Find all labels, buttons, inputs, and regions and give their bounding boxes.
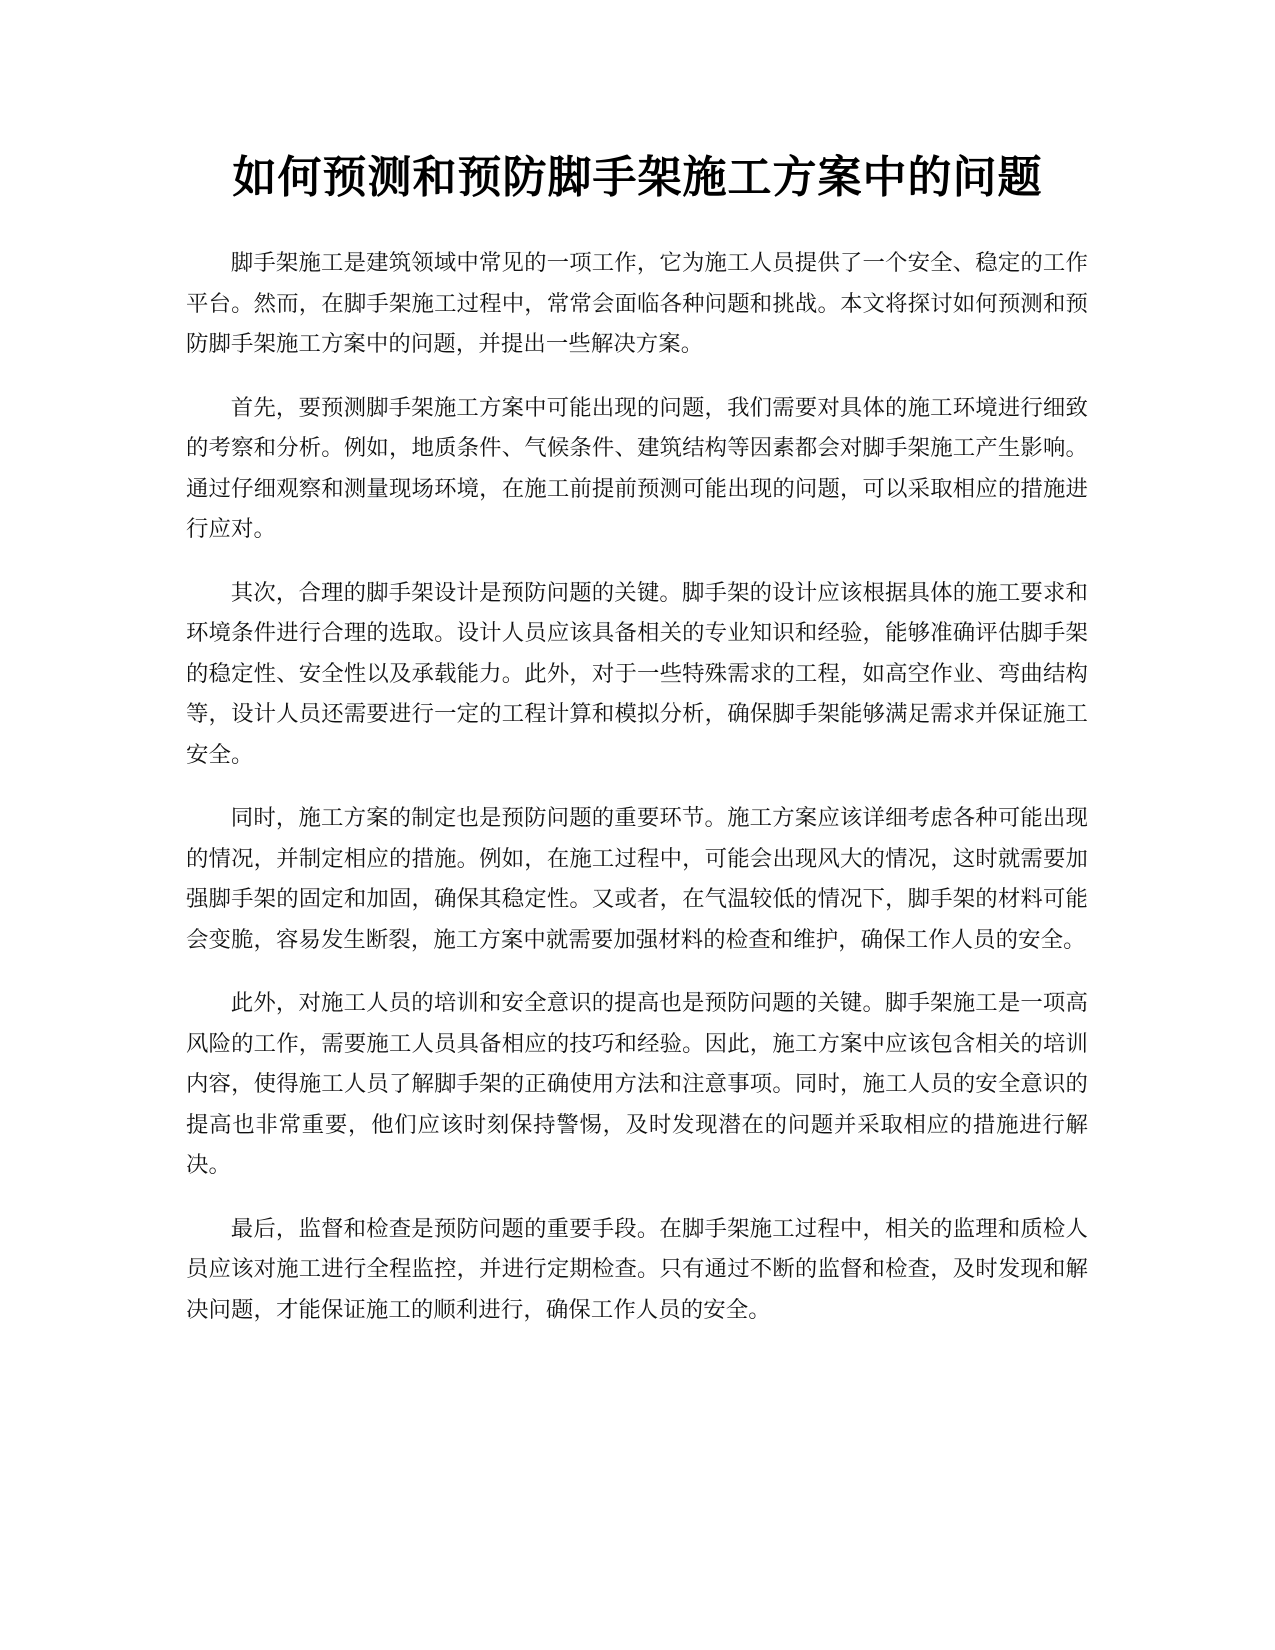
paragraph-training: 此外，对施工人员的培训和安全意识的提高也是预防问题的关键。脚手架施工是一项高风险的工作，需要施工人员具备相应的技巧和经验。因此，施工方案中应该包含相关的培训内容，使得施工人员了解脚手架的正确使用方法和注意事项。同时，施工人员的安全意识的提高也非常重要，他们应该时刻保持警惕，及时发现潜在的问题并采取相应的措施进行解决。 — [186, 990, 1088, 1178]
paragraph-prediction: 首先，要预测脚手架施工方案中可能出现的问题，我们需要对具体的施工环境进行细致的考察和分析。例如，地质条件、气候条件、建筑结构等因素都会对脚手架施工产生影响。通过仔细观察和测量现场环境，在施工前提前预测可能出现的问题，可以采取相应的措施进行应对。 — [186, 394, 1088, 542]
paragraph-design: 其次，合理的脚手架设计是预防问题的关键。脚手架的设计应该根据具体的施工要求和环境条件进行合理的选取。设计人员应该具备相关的专业知识和经验，能够准确评估脚手架的稳定性、安全性以及承载能力。此外，对于一些特殊需求的工程，如高空作业、弯曲结构等，设计人员还需要进行一定的工程计算和模拟分析，确保脚手架能够满足需求并保证施工安全。 — [186, 579, 1088, 768]
document-title: 如何预测和预防脚手架施工方案中的问题 — [232, 152, 1043, 203]
paragraph-intro: 脚手架施工是建筑领域中常见的一项工作，它为施工人员提供了一个安全、稳定的工作平台。然而，在脚手架施工过程中，常常会面临各种问题和挑战。本文将探讨如何预测和预防脚手架施工方案中的问题，并提出一些解决方案。 — [186, 250, 1088, 357]
paragraph-supervision: 最后，监督和检查是预防问题的重要手段。在脚手架施工过程中，相关的监理和质检人员应该对施工进行全程监控，并进行定期检查。只有通过不断的监督和检查，及时发现和解决问题，才能保证施工的顺利进行，确保工作人员的安全。 — [186, 1215, 1088, 1323]
paragraph-plan: 同时，施工方案的制定也是预防问题的重要环节。施工方案应该详细考虑各种可能出现的情况，并制定相应的措施。例如，在施工过程中，可能会出现风大的情况，这时就需要加强脚手架的固定和加固，确保其稳定性。又或者，在气温较低的情况下，脚手架的材料可能会变脆，容易发生断裂，施工方案中就需要加强材料的检查和维护，确保工作人员的安全。 — [186, 805, 1088, 953]
document-body — [186, 243, 1088, 1353]
